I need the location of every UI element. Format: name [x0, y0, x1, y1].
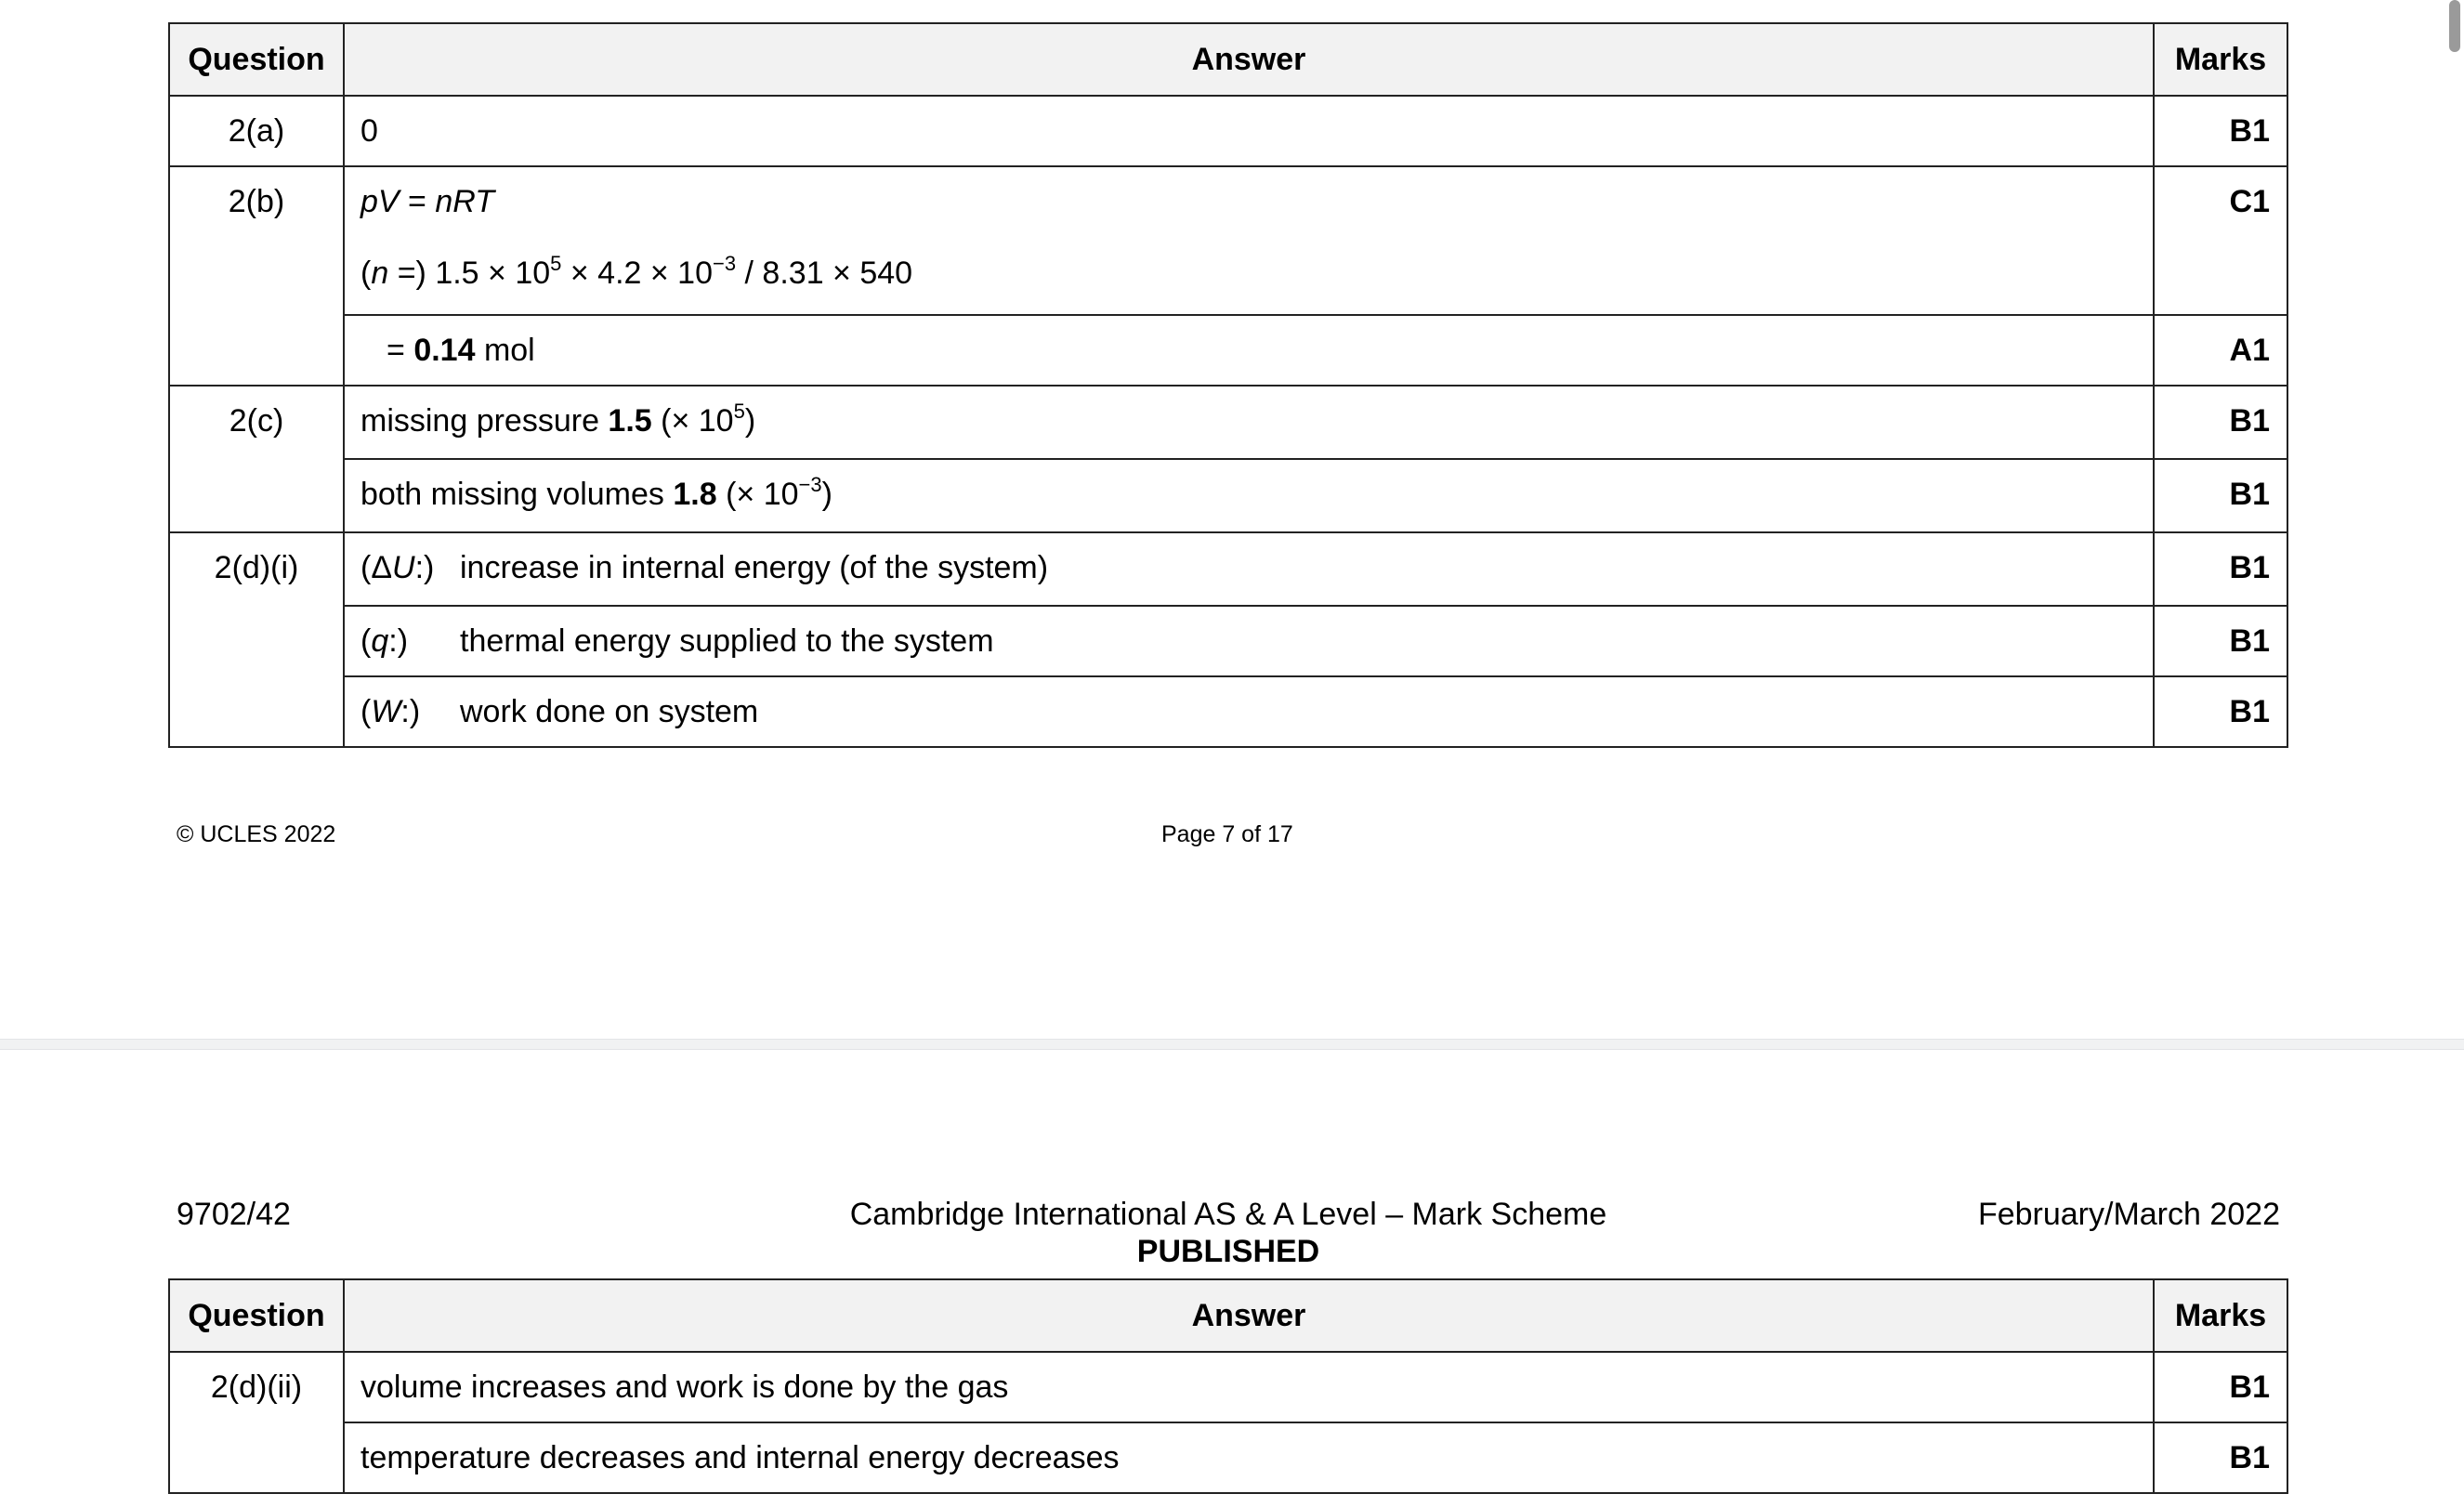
header-marks: Marks	[2154, 1279, 2287, 1352]
scrollbar-thumb[interactable]	[2449, 0, 2460, 52]
symbol-label: (q:)	[360, 623, 409, 659]
answer-cell: both missing volumes 1.8 (× $10^{-3}$)	[344, 459, 2154, 532]
table-row	[169, 166, 2287, 315]
answer-cell	[344, 166, 2154, 315]
table-row	[169, 1422, 2287, 1493]
table-row	[169, 96, 2287, 166]
answer-cell: volume increases and work is done by the gas	[344, 1352, 2154, 1422]
symbol-label: (ΔU:)	[360, 550, 435, 585]
header-marks: Marks	[2154, 23, 2287, 96]
footer-copyright: © UCLES 2022	[177, 821, 336, 847]
header-paper-code: 9702/42	[177, 1197, 291, 1232]
table-row	[169, 532, 2287, 606]
answer-cell: (W:) work done on system	[344, 676, 2154, 747]
page-8	[0, 1050, 2464, 1507]
table-row	[169, 386, 2287, 459]
answer-cell: 0	[344, 96, 2154, 166]
answer-cell: (ΔU:) increase in internal energy (of the system)	[344, 532, 2154, 606]
mark-scheme-table	[168, 1278, 2288, 1494]
table-row	[169, 459, 2287, 532]
question-number: 2(a)	[169, 96, 344, 166]
table-row	[169, 315, 2287, 386]
table-row	[169, 1352, 2287, 1422]
table-row	[169, 606, 2287, 676]
header-session: February/March 2022	[1977, 1197, 2280, 1232]
marks-cell: B1	[2154, 96, 2287, 166]
header-answer: Answer	[344, 1279, 2154, 1352]
header-status: PUBLISHED	[1136, 1234, 1320, 1269]
marks-cell: B1	[2154, 532, 2287, 606]
table-header-row	[169, 1279, 2287, 1352]
symbol-label: (W:)	[360, 694, 421, 729]
marks-cell: B1	[2154, 676, 2287, 747]
marks-cell: B1	[2154, 459, 2287, 532]
page-separator	[0, 1039, 2464, 1050]
marks-cell: C1	[2154, 166, 2287, 315]
mark-scheme-table	[168, 22, 2288, 748]
vertical-scrollbar[interactable]	[2449, 0, 2460, 1507]
marks-cell: B1	[2154, 386, 2287, 459]
footer-page-number: Page 7 of 17	[1161, 821, 1293, 847]
answer-cell: missing pressure 1.5 (× $10^5$)	[344, 386, 2154, 459]
marks-cell: B1	[2154, 1422, 2287, 1493]
question-number: 2(d)(ii)	[169, 1352, 344, 1493]
answer-line: pV = nRT	[360, 184, 494, 219]
question-number: 2(d)(i)	[169, 532, 344, 747]
header-answer: Answer	[344, 23, 2154, 96]
answer-cell: = 0.14 mol	[344, 315, 2154, 386]
table-row	[169, 676, 2287, 747]
marks-cell: A1	[2154, 315, 2287, 386]
answer-cell: (q:) thermal energy supplied to the system	[344, 606, 2154, 676]
question-number: 2(b)	[169, 166, 344, 386]
answer-line: (n =) $1.5 \times 10^5 \times 4.2 \times 10^{-3} / 8.31 \times 540$	[360, 252, 913, 291]
marks-cell: B1	[2154, 606, 2287, 676]
table-header-row	[169, 23, 2287, 96]
answer-cell: temperature decreases and internal energy decreases	[344, 1422, 2154, 1493]
header-title: Cambridge International AS & A Level – Mark Scheme	[849, 1197, 1607, 1232]
header-question: Question	[169, 1279, 344, 1352]
question-number: 2(c)	[169, 386, 344, 532]
marks-cell: B1	[2154, 1352, 2287, 1422]
header-question: Question	[169, 23, 344, 96]
